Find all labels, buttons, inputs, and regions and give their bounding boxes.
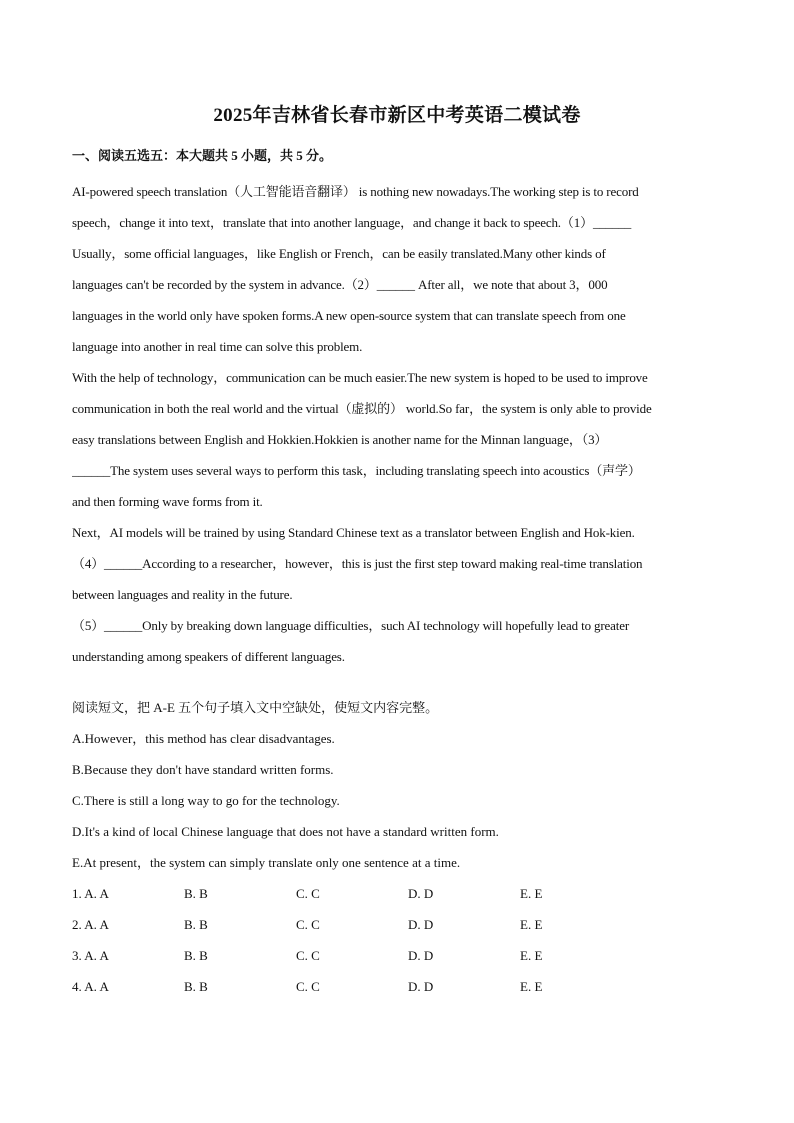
choice-a[interactable]: 3. A. A <box>72 948 109 963</box>
passage-line: easy translations between English and Hokkien.Hokkien is another name for the Minnan language，（3） <box>72 432 608 447</box>
passage-line: languages can't be recorded by the system in advance.（2）______ After all，we note that about 3，000 <box>72 277 608 292</box>
spacer <box>72 672 722 692</box>
options-list <box>72 723 722 878</box>
passage-line: communication in both the real world and the virtual（虚拟的） world.So far，the system is only able to provide <box>72 401 652 416</box>
section-heading: 一、阅读五选五：本大题共 5 小题，共 5 分。 <box>72 148 333 163</box>
passage-line: Usually，some official languages，like English or French，can be easily translated.Many other kinds of <box>72 246 606 261</box>
passage-line: understanding among speakers of different languages. <box>72 649 345 664</box>
question-row <box>72 971 722 1002</box>
option-b: B.Because they don't have standard written forms. <box>72 762 334 777</box>
option-a: A.However，this method has clear disadvantages. <box>72 731 335 746</box>
reading-passage <box>72 176 722 672</box>
question-row <box>72 909 722 940</box>
exam-page <box>72 100 722 1002</box>
passage-line: Next，AI models will be trained by using Standard Chinese text as a translator between English and Hok-kien. <box>72 525 635 540</box>
passage-line: （4）______According to a researcher，however，this is just the first step toward making real-time translation <box>72 556 643 571</box>
choice-d[interactable]: D. D <box>408 979 434 994</box>
choice-b[interactable]: B. B <box>184 917 208 932</box>
choice-b[interactable]: B. B <box>184 979 208 994</box>
choice-c[interactable]: C. C <box>296 886 320 901</box>
passage-line: With the help of technology，communication can be much easier.The new system is hoped to be used to improve <box>72 370 648 385</box>
choice-e[interactable]: E. E <box>520 917 543 932</box>
question-row <box>72 878 722 909</box>
choice-e[interactable]: E. E <box>520 948 543 963</box>
passage-line: ______The system uses several ways to perform this task，including translating speech into acoustics（声学） <box>72 463 641 478</box>
choice-b[interactable]: B. B <box>184 886 208 901</box>
passage-line: （5）______Only by breaking down language difficulties，such AI technology will hopefully lead to greater <box>72 618 630 633</box>
passage-line: language into another in real time can solve this problem. <box>72 339 363 354</box>
passage-line: AI-powered speech translation（人工智能语音翻译） is nothing new nowadays.The working step is to record <box>72 184 639 199</box>
choice-c[interactable]: C. C <box>296 979 320 994</box>
choice-a[interactable]: 1. A. A <box>72 886 109 901</box>
option-c: C.There is still a long way to go for the technology. <box>72 793 340 808</box>
choice-a[interactable]: 4. A. A <box>72 979 109 994</box>
passage-line: languages in the world only have spoken forms.A new open-source system that can translate speech from one <box>72 308 626 323</box>
choice-c[interactable]: C. C <box>296 917 320 932</box>
choice-c[interactable]: C. C <box>296 948 320 963</box>
choice-d[interactable]: D. D <box>408 948 434 963</box>
question-list <box>72 878 722 1002</box>
choice-e[interactable]: E. E <box>520 979 543 994</box>
option-e: E.At present，the system can simply translate only one sentence at a time. <box>72 855 461 870</box>
question-row <box>72 940 722 971</box>
passage-line: speech，change it into text，translate that into another language，and change it back to speech.（1）______ <box>72 215 632 230</box>
passage-line: between languages and reality in the future. <box>72 587 293 602</box>
choice-d[interactable]: D. D <box>408 917 434 932</box>
choice-e[interactable]: E. E <box>520 886 543 901</box>
choice-a[interactable]: 2. A. A <box>72 917 109 932</box>
instruction: 阅读短文，把 A-E 五个句子填入文中空缺处，使短文内容完整。 <box>72 700 439 715</box>
choice-b[interactable]: B. B <box>184 948 208 963</box>
choice-d[interactable]: D. D <box>408 886 434 901</box>
exam-title: 2025年吉林省长春市新区中考英语二模试卷 <box>213 105 581 126</box>
passage-line: and then forming wave forms from it. <box>72 494 263 509</box>
option-d: D.It's a kind of local Chinese language that does not have a standard written form. <box>72 824 499 839</box>
